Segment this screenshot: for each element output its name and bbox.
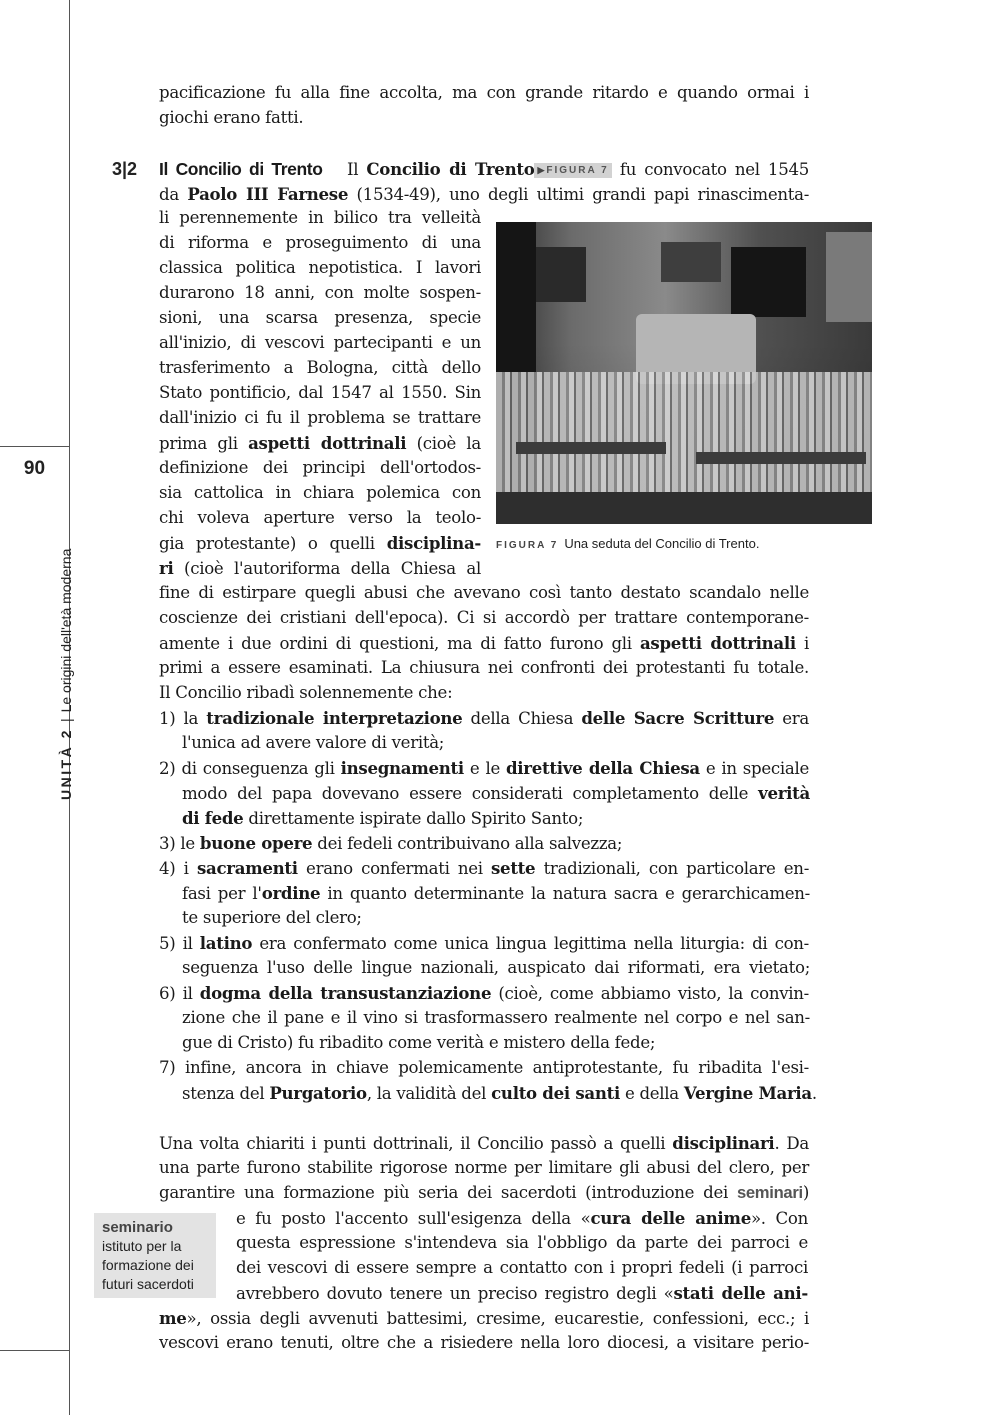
text: i	[795, 634, 809, 653]
list-item-cont: l'unica ad avere valore di verità;	[182, 733, 445, 752]
list-item-cont: zione che il pane e il vino si trasformassero realmente nel corpo e nel san-	[182, 1008, 810, 1027]
text: era	[774, 709, 809, 728]
body-line: fine di estirpare quegli abusi che avevano così tanto destato scandalo nelle	[159, 583, 809, 602]
bold-term: sacramenti	[196, 858, 298, 878]
bold-term: culto dei santi	[491, 1083, 620, 1103]
bold-term: sette	[491, 858, 536, 878]
text: (cioè l'autoriforma della Chiesa al	[173, 559, 481, 578]
text: , la validità del	[366, 1084, 492, 1103]
painting-detail	[536, 247, 586, 302]
bold-term: Purgatorio	[269, 1083, 367, 1103]
wrap-line: chi voleva aperture verso la teolo-	[159, 508, 481, 527]
list-item-cont	[182, 1081, 817, 1106]
list-item	[159, 756, 809, 781]
painting-detail	[516, 442, 666, 454]
text: della Chiesa	[462, 709, 582, 728]
text: e fu posto l'accento sull'esigenza della «	[236, 1209, 591, 1228]
text: garantire una formazione più seria dei sacerdoti (introduzione dei	[159, 1183, 737, 1202]
glossary-box	[94, 1213, 216, 1298]
painting-detail	[731, 247, 806, 317]
text: fu convocato nel 1545	[611, 160, 809, 179]
list-item-cont	[182, 881, 810, 906]
text: . Da	[774, 1134, 810, 1153]
text: 5) il	[159, 934, 200, 953]
bold-term: aspetti dottrinali	[639, 633, 796, 653]
body-line	[159, 631, 809, 656]
margin-tick-top	[0, 446, 69, 447]
text: e le	[463, 759, 506, 778]
list-item-cont: te superiore del clero;	[182, 908, 362, 927]
list-item	[159, 856, 809, 881]
closing-line	[159, 1131, 809, 1156]
body-line: Il Concilio ribadì solennemente che:	[159, 683, 453, 702]
wrap-line	[159, 556, 481, 581]
body-line: primi a essere esaminati. La chiusura nei confronti dei protestanti fu totale.	[159, 658, 809, 677]
text: e in speciale	[699, 759, 809, 778]
wrap-line: Stato pontificio, dal 1547 al 1550. Sin	[159, 383, 481, 402]
bold-term: dogma della transustanziazione	[199, 983, 492, 1003]
intro-line-2: giochi erano fatti.	[159, 108, 304, 127]
closing-line: vescovi erano tenuti, oltre che a risiedere nella loro diocesi, a visitare perio-	[159, 1333, 809, 1352]
section-number: 3|2	[112, 159, 138, 179]
painting-detail	[496, 492, 872, 524]
text: 4) i	[159, 859, 197, 878]
text: fasi per l'	[182, 884, 262, 903]
bold-term: buone opere	[199, 833, 313, 853]
wrap-line: sioni, una scarsa presenza, specie	[159, 308, 481, 327]
closing-line	[236, 1206, 808, 1231]
text: modo del papa dovevano essere considerati completamento delle	[182, 784, 759, 803]
figure-caption-text: Una seduta del Concilio di Trento.	[564, 536, 760, 551]
text: prima gli	[159, 434, 249, 453]
bold-term: tradizionale interpretazione	[206, 708, 463, 728]
chapter-title: Le origini dell'età moderna	[58, 548, 74, 713]
text: (cioè la	[406, 434, 481, 453]
glossary-term-link[interactable]: seminari	[736, 1183, 803, 1202]
unit-label: UNITÀ 2	[58, 728, 74, 800]
list-item-cont: gue di Cristo) fu ribadito come verità e mistero della fede;	[182, 1033, 656, 1052]
closing-line	[159, 1306, 809, 1331]
closing-line: dei vescovi di essere sempre a contatto con i propri fedeli (i parroci	[236, 1258, 808, 1277]
text: era confermato come unica lingua legittima nella liturgia: di con-	[252, 934, 809, 953]
council-of-trent-painting	[496, 222, 872, 524]
list-item-cont	[182, 781, 810, 806]
wrap-line: durarono 18 anni, con molte sospen-	[159, 283, 481, 302]
wrap-line: sia cattolica in chiara polemica con	[159, 483, 481, 502]
bold-term: latino	[199, 933, 253, 953]
bold-term: Vergine Maria	[683, 1083, 812, 1103]
bold-term: disciplinari	[672, 1133, 775, 1153]
section-line-2	[159, 182, 809, 207]
bold-term: aspetti dottrinali	[248, 433, 407, 453]
bold-term: delle Sacre Scritture	[581, 708, 775, 728]
bold-term: di fede	[182, 808, 244, 828]
text: 2) di conseguenza gli	[159, 759, 341, 778]
text: », ossia degli avvenuti battesimi, cresime, eucarestie, confessioni, ecc.; i	[186, 1309, 809, 1328]
list-item: 7) infine, ancora in chiave polemicamente antiprotestante, fu ribadita l'esi-	[159, 1058, 809, 1077]
body-line: coscienze dei cristiani dell'epoca). Ci si accordò per trattare contemporane-	[159, 608, 809, 627]
list-item-cont: seguenza l'uso delle lingue nazionali, auspicato dai riformati, era vietato;	[182, 958, 810, 977]
bold-term: ordine	[261, 883, 321, 903]
wrap-line: classica politica nepotistica. I lavori	[159, 258, 481, 277]
figure-reference-label: FIGURA 7	[546, 165, 609, 176]
separator: |	[58, 718, 74, 723]
text: erano confermati nei	[297, 859, 492, 878]
margin-tick-bottom	[0, 1350, 69, 1351]
bold-term: insegnamenti	[340, 758, 464, 778]
text: 3) le	[159, 834, 200, 853]
glossary-term: seminario	[102, 1219, 173, 1236]
wrap-line: di riforma e proseguimento di una	[159, 233, 481, 252]
bold-term: cura delle anime	[590, 1208, 751, 1228]
text: Una volta chiariti i punti dottrinali, il Concilio passò a quelli	[159, 1134, 673, 1153]
painting-detail	[826, 232, 872, 322]
text: Il	[346, 160, 367, 179]
closing-line: questa espressione s'intendeva sia l'obbligo da parte dei parroci e	[236, 1233, 808, 1252]
text: 1) la	[159, 709, 207, 728]
text: amente i due ordini di questioni, ma di fatto furono gli	[159, 634, 640, 653]
bold-term: me	[159, 1308, 187, 1328]
figure-label: FIGURA 7	[496, 540, 559, 551]
text: )	[802, 1183, 809, 1202]
wrap-line: dall'inizio ci fu il problema se trattare	[159, 408, 481, 427]
text: ». Con	[750, 1209, 808, 1228]
figure-reference[interactable]	[534, 163, 611, 178]
text: (cioè, come abbiamo visto, la convin-	[491, 984, 809, 1003]
text: direttamente ispirate dallo Spirito Santo;	[243, 809, 584, 828]
bold-term: Concilio di Trento	[366, 159, 535, 179]
bold-term: direttive della Chiesa	[506, 758, 700, 778]
text: e della	[619, 1084, 684, 1103]
page-number: 90	[23, 458, 46, 479]
figure-caption	[496, 536, 759, 551]
text: in quanto determinante la natura sacra e gerarchicamen-	[320, 884, 810, 903]
text: (1534-49), uno degli ultimi grandi papi rinascimenta-	[348, 185, 810, 204]
triangle-icon: ▶	[537, 165, 545, 175]
bold-term: verità	[758, 783, 810, 803]
text: 6) il	[159, 984, 200, 1003]
wrap-line: definizione dei principi dell'ortodos-	[159, 458, 481, 477]
glossary-definition-line: futuri sacerdoti	[102, 1276, 194, 1292]
closing-line	[236, 1281, 808, 1306]
bold-term: disciplina-	[386, 533, 481, 553]
wrap-line	[159, 431, 481, 456]
text: da	[159, 185, 188, 204]
wrap-line: all'inizio, di vescovi partecipanti e un	[159, 333, 481, 352]
bold-term: stati delle ani-	[673, 1283, 808, 1303]
list-item	[159, 931, 809, 956]
wrap-line: trasferimento a Bologna, città dello	[159, 358, 481, 377]
section-title: Il Concilio di Trento	[159, 159, 323, 179]
painting-detail	[696, 452, 866, 464]
text: .	[811, 1084, 817, 1103]
wrap-line	[159, 531, 481, 556]
text: dei fedeli contribuivano alla salvezza;	[312, 834, 623, 853]
text: tradizionali, con particolare en-	[535, 859, 810, 878]
section-line-1	[159, 157, 809, 182]
list-item-cont	[182, 806, 810, 831]
list-item	[159, 981, 809, 1006]
closing-line	[159, 1181, 809, 1205]
running-head	[58, 549, 74, 800]
list-item	[159, 831, 809, 856]
glossary-definition-line: formazione dei	[102, 1257, 194, 1273]
list-item	[159, 706, 809, 731]
text: stenza del	[182, 1084, 270, 1103]
wrap-line: li perennemente in bilico tra velleità	[159, 208, 481, 227]
bold-term: Paolo III Farnese	[187, 184, 349, 204]
intro-line-1: pacificazione fu alla fine accolta, ma con grande ritardo e quando ormai i	[159, 83, 809, 102]
glossary-definition-line: istituto per la	[102, 1238, 182, 1254]
painting-detail	[661, 242, 721, 282]
closing-line: una parte furono stabilite rigorose norme per limitare gli abusi del clero, per	[159, 1158, 809, 1177]
bold-term: ri	[159, 558, 174, 578]
text: avrebbero dovuto tenere un preciso registro degli «	[236, 1284, 674, 1303]
text: gia protestante) o quelli	[159, 534, 387, 553]
